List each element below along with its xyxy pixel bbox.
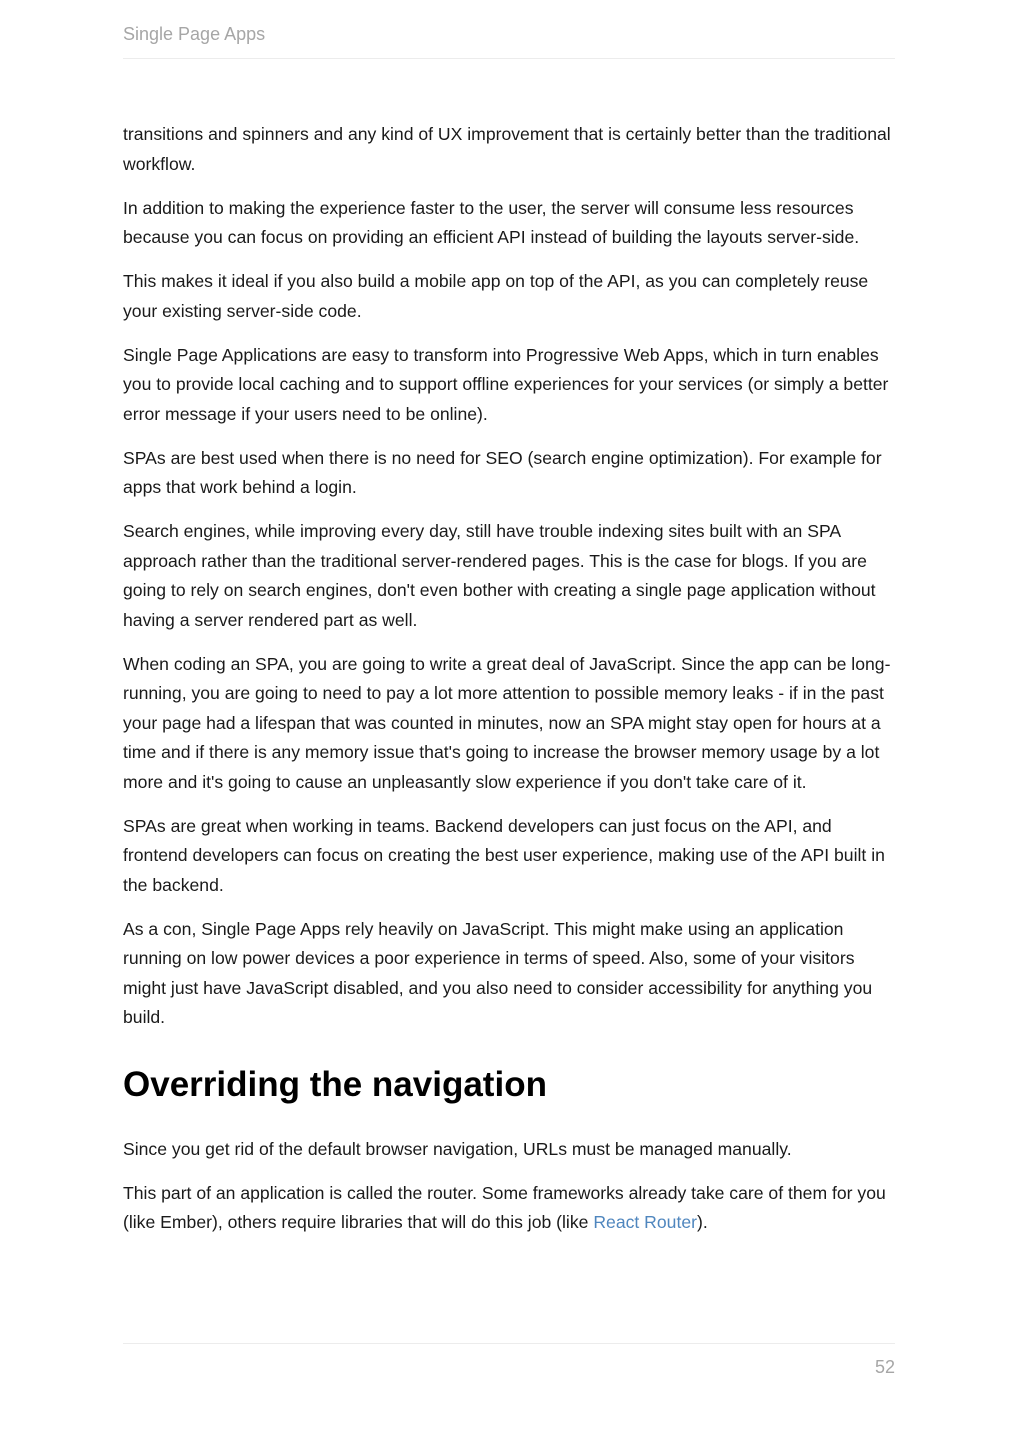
paragraph: SPAs are best used when there is no need for SEO (search engine optimization). For example for apps that work behind a login.	[123, 447, 882, 497]
paragraph: SPAs are great when working in teams. Backend developers can just focus on the API, and frontend developers can focus on creating the best user experience, making use of the API built in the backend.	[123, 815, 885, 895]
running-header: Single Page Apps	[123, 24, 266, 44]
paragraph: Search engines, while improving every day, still have trouble indexing sites built with an SPA approach rather than the traditional server-rendered pages. This is the case for blogs. If you are going to rely on search engines, don't even bother with creating a single page application without having a server rendered part as well.	[123, 521, 876, 630]
paragraph: transitions and spinners and any kind of UX improvement that is certainly better than the traditional workflow.	[123, 124, 891, 174]
paragraph: This makes it ideal if you also build a mobile app on top of the API, as you can completely reuse your existing server-side code.	[123, 271, 869, 321]
paragraph: As a con, Single Page Apps rely heavily on JavaScript. This might make using an application running on low power devices a poor experience in terms of speed. Also, some of your visitors might just have JavaScript disabled, and you also need to consider accessibility for anything you build.	[123, 918, 873, 1027]
paragraph: Single Page Applications are easy to transform into Progressive Web Apps, which in turn enables you to provide local caching and to support offline experiences for your services (or simply a better error message if your users need to be online).	[123, 344, 889, 424]
footer-divider	[123, 1343, 895, 1344]
paragraph-text: This part of an application is called the router. Some frameworks already take care of them for you (like Ember), others require libraries that will do this job (like	[123, 1182, 886, 1232]
header-divider	[123, 58, 895, 59]
page-number: 52	[874, 1357, 895, 1377]
react-router-link[interactable]: React Router	[593, 1212, 697, 1232]
section-heading: Overriding the navigation	[123, 1064, 547, 1104]
paragraph: In addition to making the experience faster to the user, the server will consume less resources because you can focus on providing an efficient API instead of building the layouts server-side.	[123, 197, 860, 247]
paragraph-text: ).	[696, 1212, 708, 1232]
paragraph: Since you get rid of the default browser navigation, URLs must be managed manually.	[123, 1138, 792, 1159]
paragraph-with-link	[123, 1179, 895, 1238]
paragraph: When coding an SPA, you are going to write a great deal of JavaScript. Since the app can be long-running, you are going to need to pay a lot more attention to possible memory leaks - if in the past your page had a lifespan that was counted in minutes, now an SPA might stay open for hours at a time and if there is any memory issue that's going to increase the browser memory usage by a lot more and it's going to cause an unpleasantly slow experience if you don't take care of it.	[123, 653, 891, 792]
page-content	[123, 120, 895, 1252]
